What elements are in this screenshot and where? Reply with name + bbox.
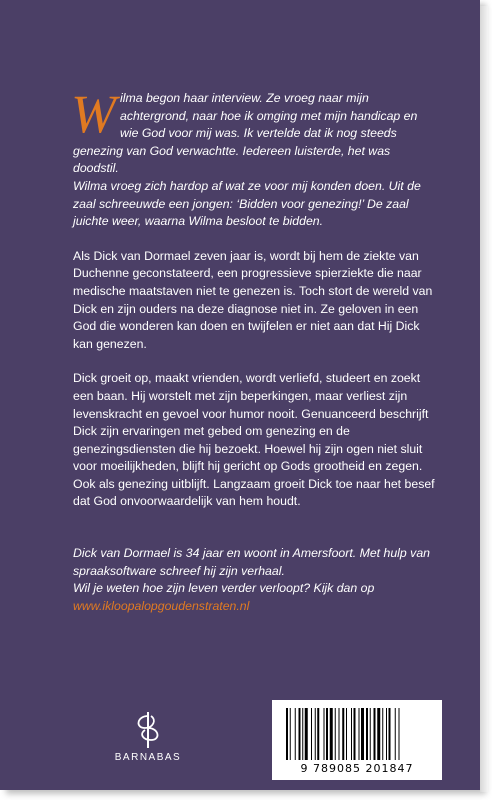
- isbn-number: 9 789085 201847: [300, 762, 414, 775]
- author-bio-text: Dick van Dormael is 34 jaar en woont in Amersfoort. Met hulp van spraaksoftware schreef hij zijn verhaal.: [73, 546, 430, 578]
- drop-cap: W: [71, 84, 116, 144]
- author-cta: Wil je weten hoe zijn leven verder verloopt? Kijk dan op: [73, 581, 375, 596]
- publisher-logo: [103, 710, 193, 763]
- page-edge: [480, 6, 488, 792]
- publisher-name: BARNABAS: [114, 752, 182, 763]
- intro-quote: [71, 84, 435, 231]
- author-bio: [73, 545, 435, 615]
- publisher-emblem-icon: [131, 710, 165, 750]
- intro-first-text: ilma begon haar interview. Ze vroeg naar mijn achtergrond, naar hoe ik omging met mijn handicap en wie God voor mij was. Ik vertelde dat ik nog steeds genezing van God verwachtte. Iedereen luisterde, het was doodstil.: [73, 91, 418, 176]
- website-link[interactable]: www.ikloopalopgoudenstraten.nl: [73, 598, 250, 613]
- isbn-barcode: [272, 700, 442, 780]
- summary-paragraph-2: Dick groeit op, maakt vrienden, wordt verliefd, studeert en zoekt een baan. Hij worstelt met zijn beperkingen, maar verliest zijn levenskracht en gevoel voor humor nooit. Genuanceerd beschrijft Dick zijn ervaringen met gebed om genezing en de genezingsdiensten die hij bezoekt. Hoewel hij zijn ogen niet sluit voor moeilijkheden, blijft hij gericht op Gods grootheid en zegen. Ook als genezing uitblijft. Langzaam groeit Dick toe naar het besef dat God onvoorwaardelijk van hem houdt.: [73, 371, 435, 509]
- cover-text: [71, 84, 435, 615]
- summary-paragraph-1: Als Dick van Dormael zeven jaar is, wordt bij hem de ziekte van Duchenne geconstateerd, een progressieve spierziekte die naar medische maatstaven niet te genezen is. Toch stort de wereld van Dick en zijn ouders na deze diagnose niet in. Ze geloven in een God die wonderen kan doen en twijfelen er niet aan dat Hij Dick kan genezen.: [73, 248, 433, 351]
- barcode-icon: [282, 708, 432, 760]
- intro-second-text: Wilma vroeg zich hardop af wat ze voor mij konden doen. Uit de zaal schreeuwde een jongen: ‘Bidden voor genezing!’ De zaal juichte weer, waarna Wilma besloot te bidden.: [73, 178, 421, 229]
